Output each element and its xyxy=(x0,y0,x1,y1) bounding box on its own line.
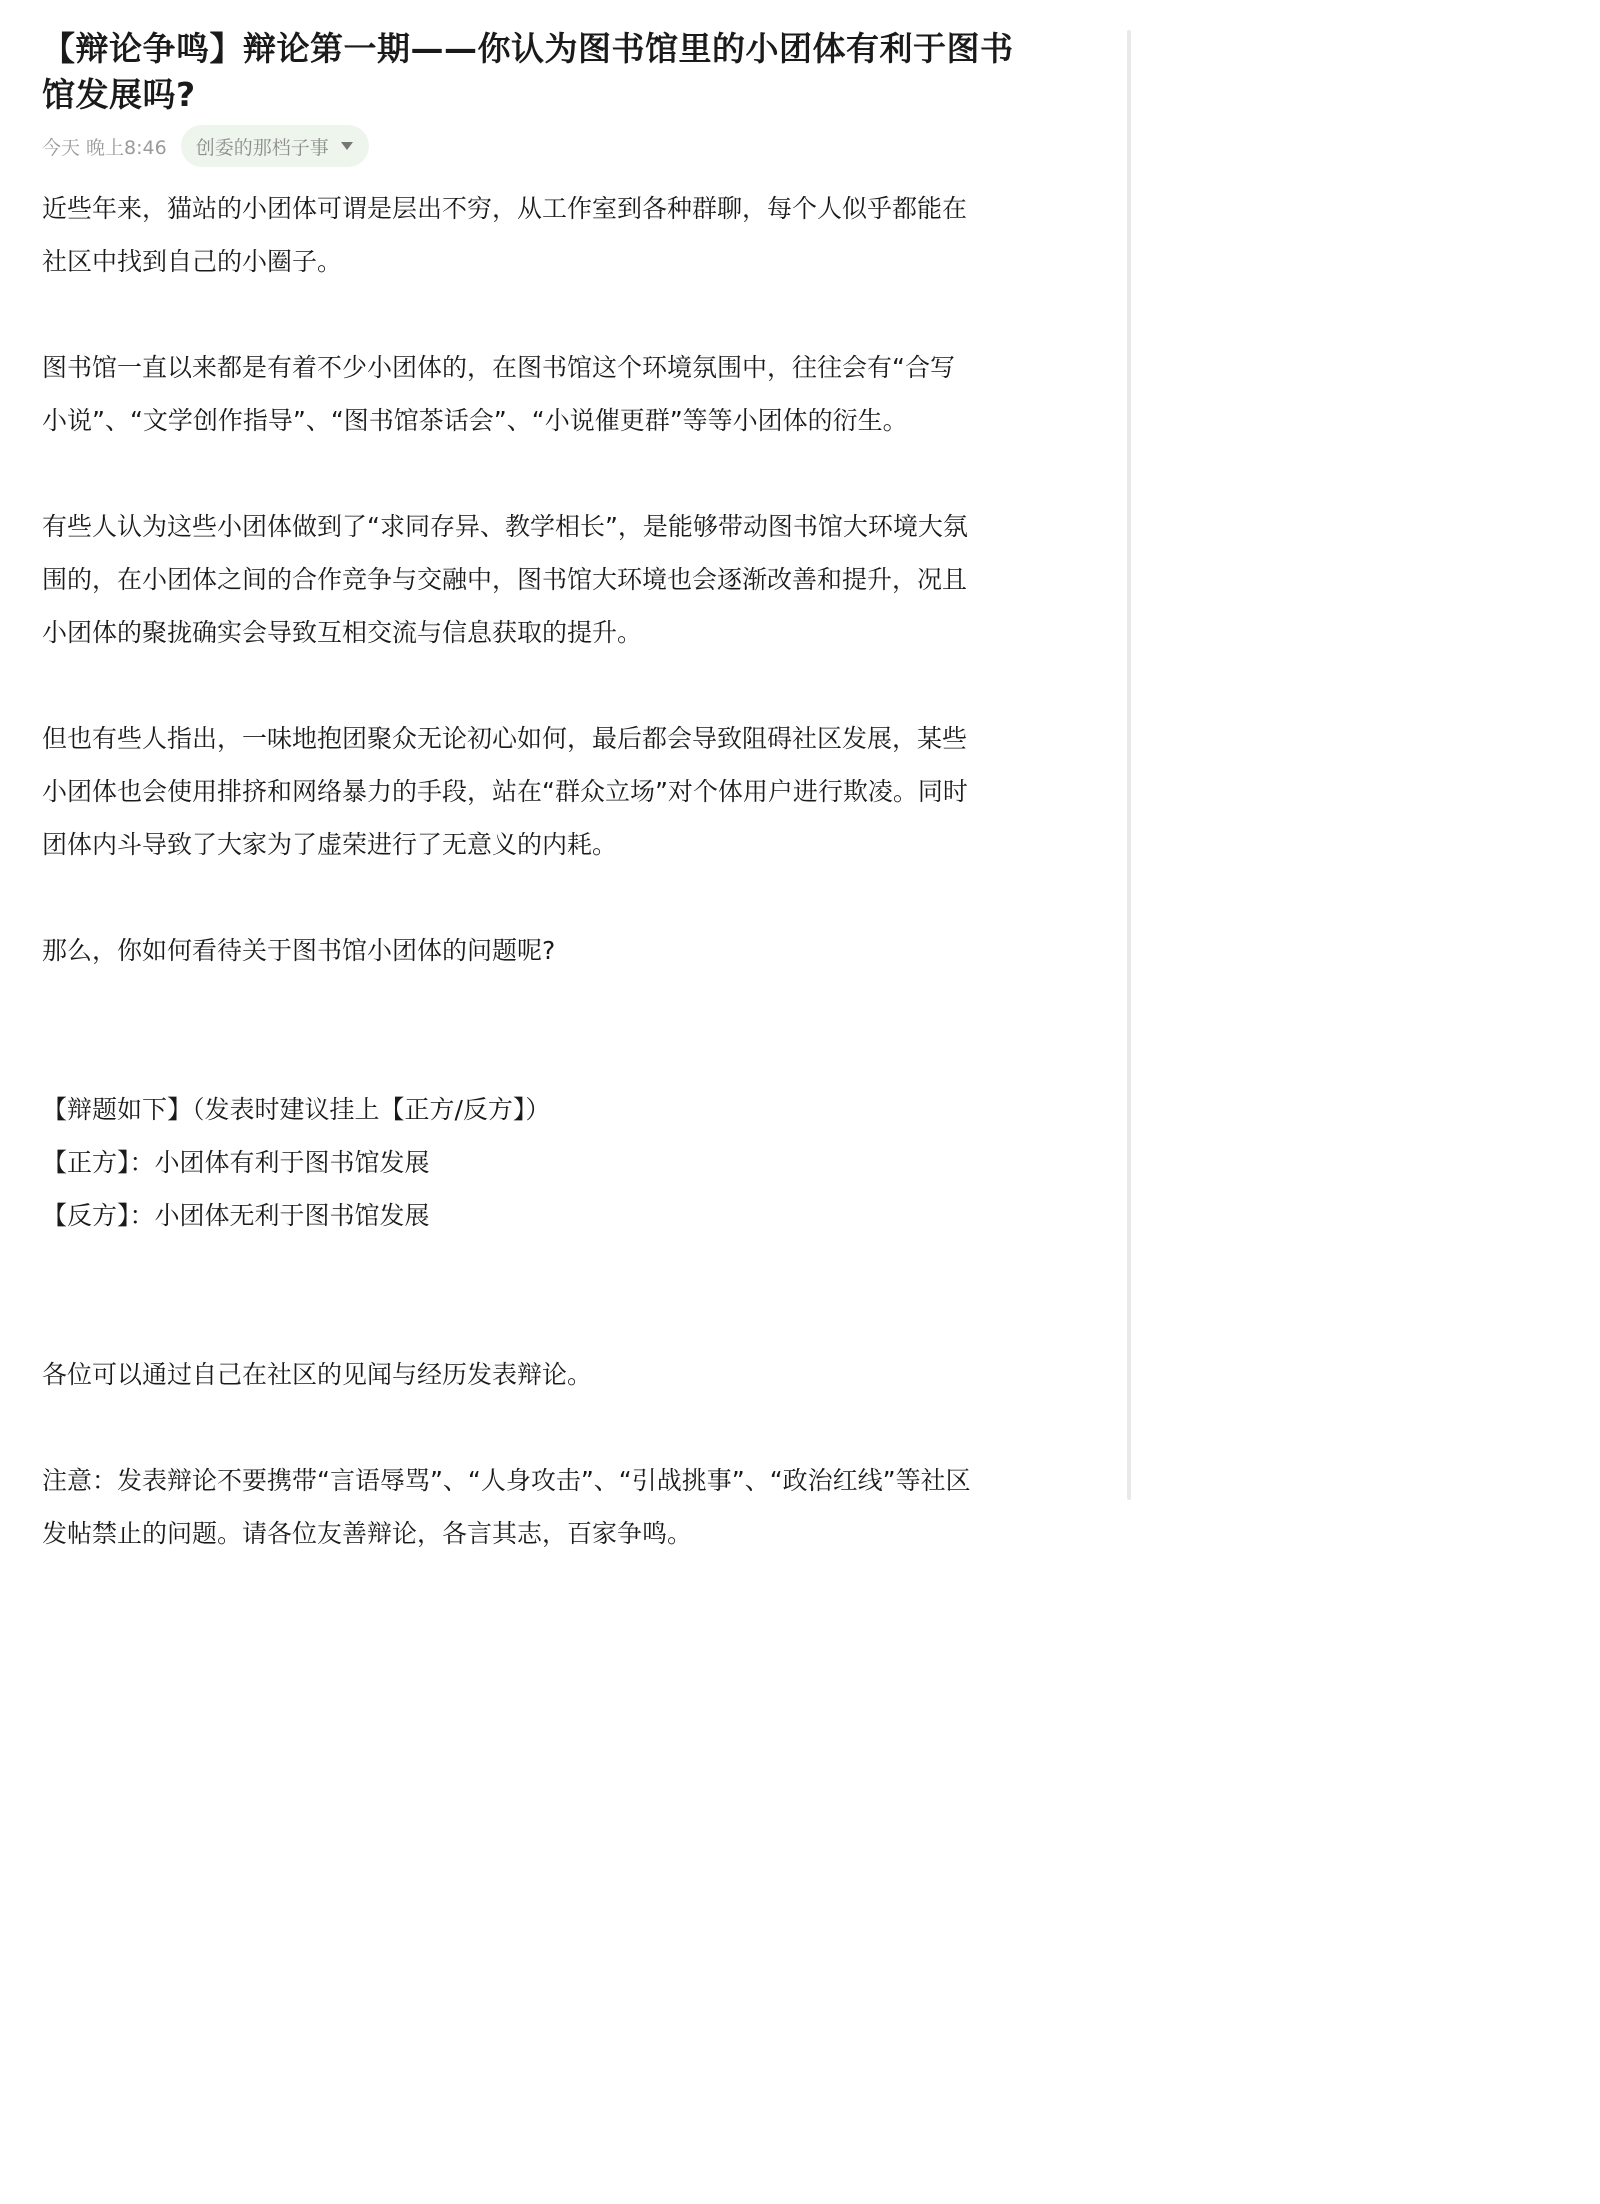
post-title-line-2: 馆发展吗? xyxy=(42,75,196,114)
debate-topic-header: 【辩题如下】（发表时建议挂上【正方/反方】） xyxy=(42,1095,551,1124)
paragraph-gap xyxy=(42,977,1102,1030)
text-line: 近些年来，猫站的小团体可谓是层出不穷，从工作室到各种群聊，每个人似乎都能在 xyxy=(42,194,968,223)
text-line: 团体内斗导致了大家为了虚荣进行了无意义的内耗。 xyxy=(42,830,618,859)
text-line: 社区中找到自己的小圈子。 xyxy=(42,247,343,276)
paragraph-gap xyxy=(42,288,1102,341)
category-label: 创委的那档子事 xyxy=(195,136,329,159)
scrollbar[interactable] xyxy=(1127,30,1131,1500)
post-time: 今天 晚上8:46 xyxy=(42,136,167,159)
post-title-line-1: 【辩论争鸣】辩论第一期——你认为图书馆里的小团体有利于图书 xyxy=(42,29,1014,68)
text-line: 发帖禁止的问题。请各位友善辩论，各言其志，百家争鸣。 xyxy=(42,1519,693,1548)
paragraph-gap xyxy=(42,659,1102,712)
text-line: 围的，在小团体之间的合作竞争与交融中，图书馆大环境也会逐渐改善和提升，况且 xyxy=(42,565,968,594)
debate-pro-side: 【正方】：小团体有利于图书馆发展 xyxy=(42,1148,430,1177)
text-line: 图书馆一直以来都是有着不少小团体的，在图书馆这个环境氛围中，往往会有“合写 xyxy=(42,353,955,382)
text-line: 小团体也会使用排挤和网络暴力的手段，站在“群众立场”对个体用户进行欺凌。同时 xyxy=(42,777,968,806)
paragraph-gap xyxy=(42,871,1102,924)
paragraph-invitation: 各位可以通过自己在社区的见闻与经历发表辩论。 xyxy=(42,1360,593,1389)
paragraph-pro-view xyxy=(42,500,1102,659)
paragraph-notice xyxy=(42,1454,1102,1560)
caret-down-icon xyxy=(341,142,353,150)
text-line: 注意：发表辩论不要携带“言语辱骂”、“人身攻击”、“引战挑事”、“政治红线”等社区 xyxy=(42,1466,971,1495)
post-meta xyxy=(42,124,369,168)
post-title xyxy=(42,26,1092,118)
paragraph-gap xyxy=(42,1295,1102,1348)
paragraph-intro xyxy=(42,182,1102,288)
paragraph-gap xyxy=(42,1401,1102,1454)
category-dropdown[interactable] xyxy=(181,125,369,167)
paragraph-question: 那么，你如何看待关于图书馆小团体的问题呢? xyxy=(42,936,556,965)
debate-con-side: 【反方】：小团体无利于图书馆发展 xyxy=(42,1201,430,1230)
paragraph-background xyxy=(42,341,1102,447)
post-page xyxy=(0,0,1131,1551)
post-content xyxy=(42,182,1102,1560)
text-line: 有些人认为这些小团体做到了“求同存异、教学相长”，是能够带动图书馆大环境大氛 xyxy=(42,512,968,541)
text-line: 但也有些人指出，一味地抱团聚众无论初心如何，最后都会导致阻碍社区发展，某些 xyxy=(42,724,968,753)
paragraph-gap xyxy=(42,1030,1102,1083)
paragraph-gap xyxy=(42,1242,1102,1295)
text-line: 小说”、“文学创作指导”、“图书馆茶话会”、“小说催更群”等等小团体的衍生。 xyxy=(42,406,908,435)
text-line: 小团体的聚拢确实会导致互相交流与信息获取的提升。 xyxy=(42,618,643,647)
paragraph-gap xyxy=(42,447,1102,500)
paragraph-con-view xyxy=(42,712,1102,871)
